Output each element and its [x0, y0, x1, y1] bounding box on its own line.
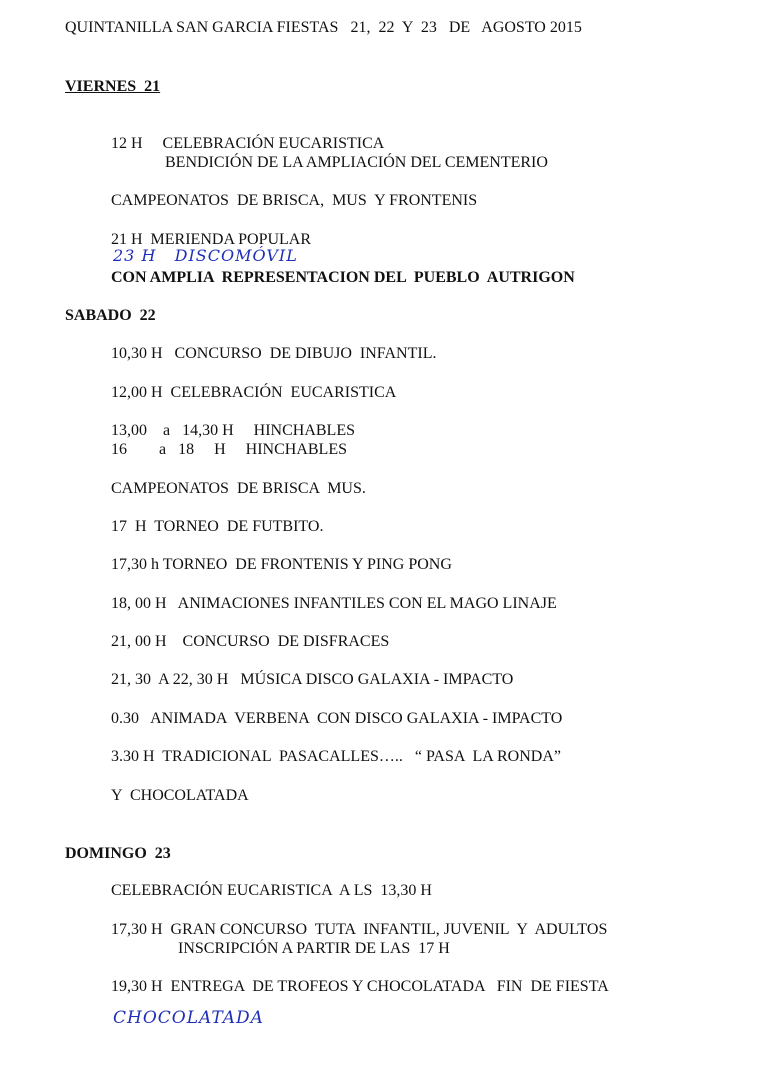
- event-line: 17,30 H GRAN CONCURSO TUTA INFANTIL, JUVENIL Y ADULTOS: [111, 921, 608, 938]
- event-line: 12,00 H CELEBRACIÓN EUCARISTICA: [111, 384, 397, 401]
- event-line: CAMPEONATOS DE BRISCA, MUS Y FRONTENIS: [111, 192, 478, 209]
- event-line: 16 a 18 H HINCHABLES: [111, 441, 347, 458]
- event-line: 19,30 H ENTREGA DE TROFEOS Y CHOCOLATADA FIN DE FIESTA: [111, 978, 609, 995]
- event-line: 17,30 h TORNEO DE FRONTENIS Y PING PONG: [111, 556, 452, 573]
- event-line: 17 H TORNEO DE FUTBITO.: [111, 518, 324, 535]
- document-title: QUINTANILLA SAN GARCIA FIESTAS 21, 22 Y 23 DE AGOSTO 2015: [65, 19, 582, 36]
- event-line: BENDICIÓN DE LA AMPLIACIÓN DEL CEMENTERIO: [165, 154, 548, 171]
- event-line: CAMPEONATOS DE BRISCA MUS.: [111, 480, 366, 497]
- event-line: 21 H MERIENDA POPULAR: [111, 231, 312, 248]
- event-line: CON AMPLIA REPRESENTACION DEL PUEBLO AUTRIGON: [111, 269, 575, 286]
- event-line: 21, 30 A 22, 30 H MÚSICA DISCO GALAXIA - IMPACTO: [111, 671, 514, 688]
- event-line: 13,00 a 14,30 H HINCHABLES: [111, 422, 355, 439]
- event-line: 21, 00 H CONCURSO DE DISFRACES: [111, 633, 390, 650]
- event-line: 0.30 ANIMADA VERBENA CON DISCO GALAXIA - IMPACTO: [111, 710, 563, 727]
- event-line: 12 H CELEBRACIÓN EUCARISTICA: [111, 135, 385, 152]
- handwritten-note-chocolatada: CHOCOLATADA: [113, 1008, 264, 1028]
- event-line: 18, 00 H ANIMACIONES INFANTILES CON EL MAGO LINAJE: [111, 595, 557, 612]
- section-heading-domingo: DOMINGO 23: [65, 845, 171, 862]
- event-line: 3.30 H TRADICIONAL PASACALLES….. “ PASA LA RONDA”: [111, 748, 561, 765]
- handwritten-note-discomovil: 23 H DISCOMÓVIL: [113, 246, 298, 265]
- event-line: Y CHOCOLATADA: [111, 787, 249, 804]
- event-line: INSCRIPCIÓN A PARTIR DE LAS 17 H: [178, 940, 450, 957]
- section-heading-viernes: VIERNES 21: [65, 78, 161, 95]
- event-line: CELEBRACIÓN EUCARISTICA A LS 13,30 H: [111, 882, 432, 899]
- event-line: 10,30 H CONCURSO DE DIBUJO INFANTIL.: [111, 345, 437, 362]
- section-heading-sabado: SABADO 22: [65, 307, 156, 324]
